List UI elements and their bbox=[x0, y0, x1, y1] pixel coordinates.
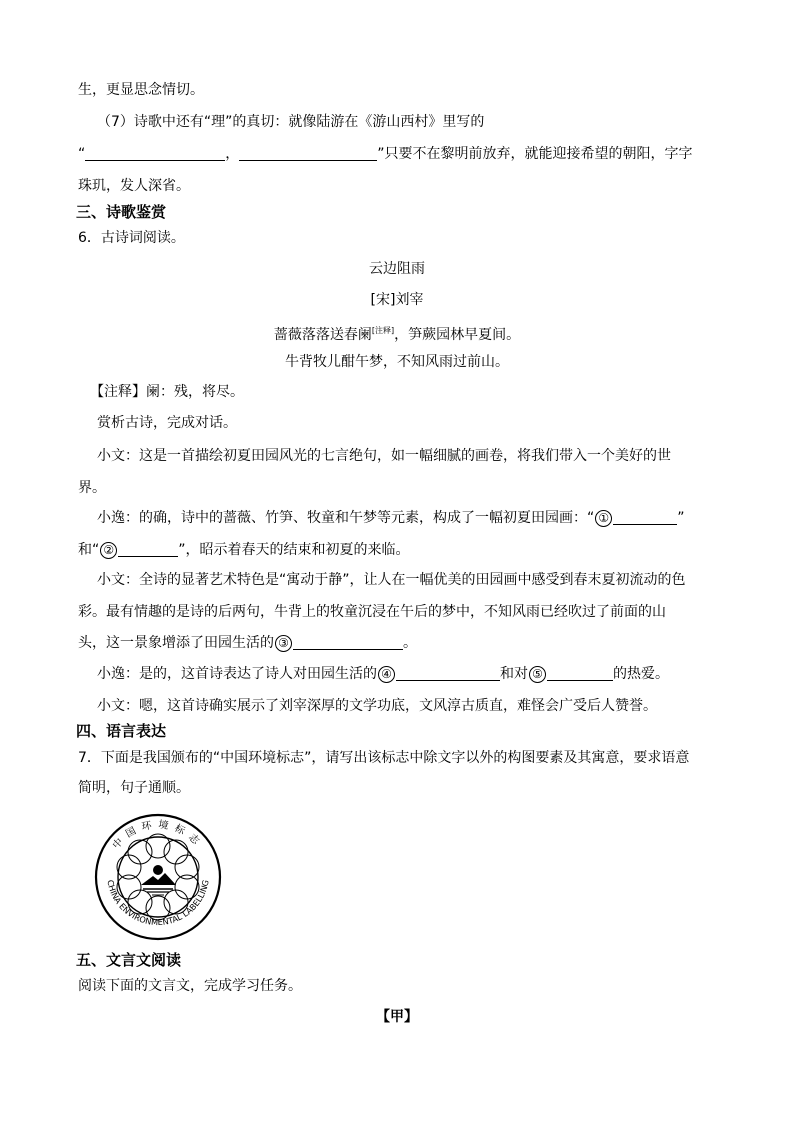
dialogue-text: 的热爱。 bbox=[613, 666, 669, 682]
blank-mark-2: ② bbox=[100, 542, 117, 559]
answer-blank-2[interactable] bbox=[118, 540, 178, 557]
blank-mark-4: ④ bbox=[378, 666, 395, 683]
question-prompt: 6．古诗词阅读。 bbox=[78, 230, 185, 246]
answer-blank-1[interactable] bbox=[613, 508, 677, 525]
poem-text: 蔷薇落落送春阑 bbox=[273, 327, 372, 343]
poem-title: 云边阻雨 bbox=[369, 261, 425, 277]
answer-blank-4[interactable] bbox=[396, 664, 500, 681]
poem-line: 牛背牧儿酣午梦，不知风雨过前山。 bbox=[285, 354, 509, 370]
blank-mark-5: ⑤ bbox=[529, 666, 546, 683]
question-prompt: 简明，句子通顺。 bbox=[78, 780, 190, 796]
dialogue-line: 彩。最有情趣的是诗的后两句，牛背上的牧童沉浸在午后的梦中，不知风雨已经吹过了前面的山 bbox=[78, 604, 666, 620]
dialogue-text: 小逸：是的，这首诗表达了诗人对田园生活的 bbox=[97, 666, 377, 682]
passage-label: 【甲】 bbox=[376, 1009, 418, 1025]
logo-english-text: CHINA ENVIRONMENTAL LABELLING bbox=[105, 878, 211, 928]
dialogue-text: 。 bbox=[403, 635, 417, 651]
answer-blank[interactable] bbox=[239, 144, 377, 161]
annotation-mark: [注释] bbox=[371, 326, 395, 335]
text-line: 生，更显思念情切。 bbox=[78, 82, 204, 98]
answer-blank-3[interactable] bbox=[293, 633, 403, 650]
svg-text:CHINA ENVIRONMENTAL LABELLING bbox=[105, 879, 210, 927]
annotation-note: 【注释】阑：残，将尽。 bbox=[90, 384, 244, 400]
comma: ， bbox=[225, 146, 240, 162]
section-heading: 四、语言表达 bbox=[76, 722, 167, 740]
dialogue-line bbox=[78, 540, 410, 560]
blank-mark-3: ③ bbox=[275, 635, 292, 652]
dialogue-line: 界。 bbox=[78, 480, 106, 496]
poem-author: [宋]刘宰 bbox=[370, 292, 424, 308]
text-line bbox=[78, 144, 693, 164]
dialogue-line: 小文：全诗的显著艺术特色是“寓动于静”，让人在一幅优美的田园画中感受到春末夏初流动的色 bbox=[97, 572, 686, 588]
dialogue-text: 头，这一景象增添了田园生活的 bbox=[78, 635, 274, 651]
dialogue-text: ”，昭示着春天的结束和初夏的来临。 bbox=[178, 542, 410, 558]
instruction-text: 赏析古诗，完成对话。 bbox=[97, 415, 237, 431]
text-rest: ”只要不在黎明前放弃，就能迎接希望的朝阳，字字 bbox=[377, 146, 693, 162]
dialogue-text: ” bbox=[677, 510, 685, 526]
section-heading: 三、诗歌鉴赏 bbox=[76, 203, 167, 221]
dialogue-line bbox=[78, 633, 417, 653]
section-heading: 五、文言文阅读 bbox=[76, 951, 182, 969]
dialogue-text: 和对 bbox=[500, 666, 528, 682]
dialogue-text: 和“ bbox=[78, 542, 100, 558]
dialogue-line bbox=[97, 508, 685, 528]
dialogue-line bbox=[97, 664, 669, 684]
answer-blank[interactable] bbox=[85, 144, 225, 161]
text-line: 珠玑，发人深省。 bbox=[78, 178, 190, 194]
dialogue-line: 小文：这是一首描绘初夏田园风光的七言绝句，如一幅细腻的画卷，将我们带入一个美好的世 bbox=[97, 448, 671, 464]
poem-line bbox=[0, 321, 794, 345]
quote-open: “ bbox=[78, 146, 86, 162]
text-line: （7）诗歌中还有“理”的真切：就像陆游在《游山西村》里写的 bbox=[97, 114, 485, 130]
instruction-text: 阅读下面的文言文，完成学习任务。 bbox=[78, 978, 302, 994]
blank-mark-1: ① bbox=[595, 510, 612, 527]
answer-blank-5[interactable] bbox=[547, 664, 613, 681]
poem-text: ，笋蕨园林早夏间。 bbox=[394, 327, 521, 343]
dialogue-line: 小文：嗯，这首诗确实展示了刘宰深厚的文学功底，文风淳古质直，难怪会广受后人赞誉。 bbox=[97, 698, 657, 714]
logo-chinese-text: 中国环境标志 bbox=[110, 819, 206, 852]
china-environmental-label-logo bbox=[93, 812, 223, 942]
question-prompt: 7．下面是我国颁布的“中国环境标志”，请写出该标志中除文字以外的构图要素及其寓意，要求语意 bbox=[78, 750, 690, 766]
dialogue-text: 小逸：的确，诗中的蔷薇、竹笋、牧童和午梦等元素，构成了一幅初夏田园画：“ bbox=[97, 510, 595, 526]
